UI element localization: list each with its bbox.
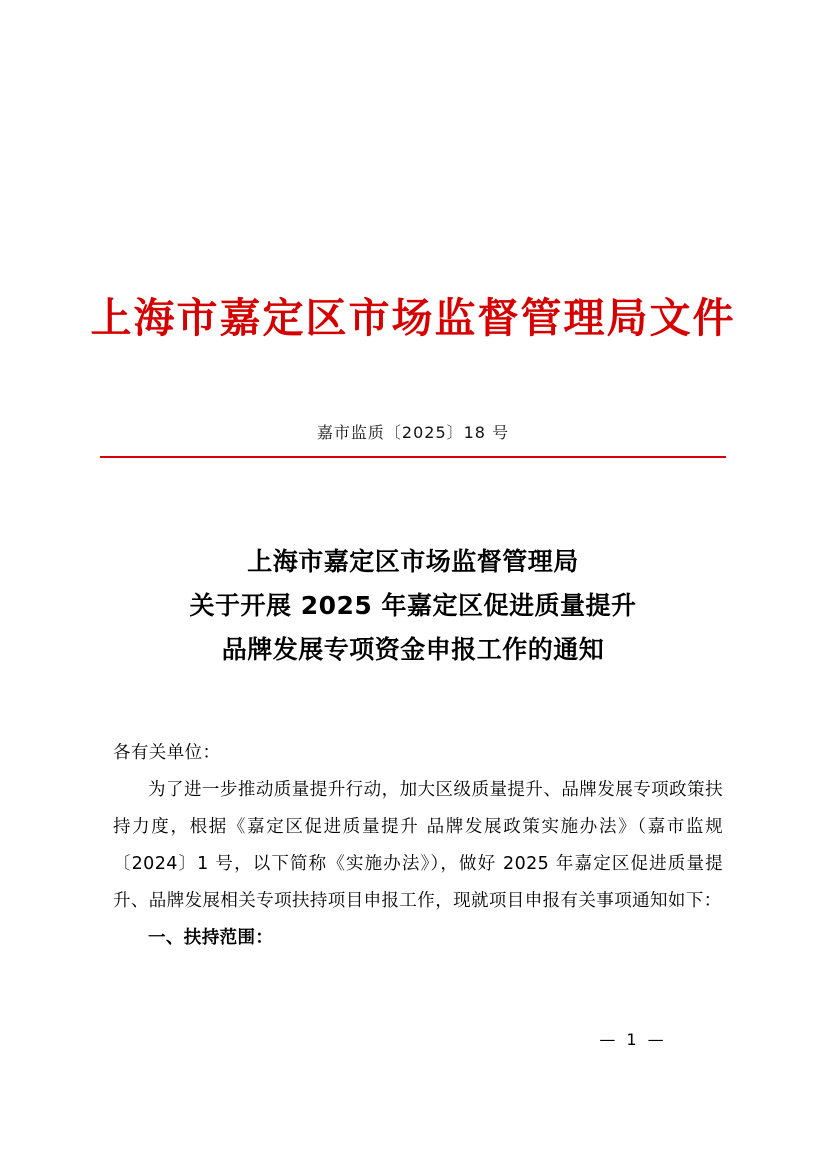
body-paragraph-1: 为了进一步推动质量提升行动，加大区级质量提升、品牌发展专项政策扶持力度，根据《嘉定区促进质量提升 品牌发展政策实施办法》（嘉市监规〔2024〕1 号，以下简称《实施办法》），做好 2025 年嘉定区促进质量提升、品牌发展相关专项扶持项目申报工作，现就项目申报有关事项通知如下： — [113, 780, 723, 911]
page-number: — 1 — — [599, 1030, 667, 1049]
section-heading-1: 一、扶持范围： — [148, 928, 274, 948]
title-line-3: 品牌发展专项资金申报工作的通知 — [221, 635, 605, 664]
document-number: 嘉市监质〔2025〕18 号 — [316, 423, 510, 442]
salutation: 各有关单位： — [113, 743, 221, 763]
page-footer — [0, 1030, 826, 1049]
document-body — [113, 735, 723, 957]
title-line-1: 上海市嘉定区市场监督管理局 — [247, 547, 579, 576]
title-line-2: 关于开展 2025 年嘉定区促进质量提升 — [189, 591, 637, 620]
masthead — [0, 296, 826, 341]
red-divider-rule — [100, 456, 726, 458]
masthead-title: 上海市嘉定区市场监督管理局文件 — [90, 294, 736, 342]
document-title — [113, 540, 713, 672]
